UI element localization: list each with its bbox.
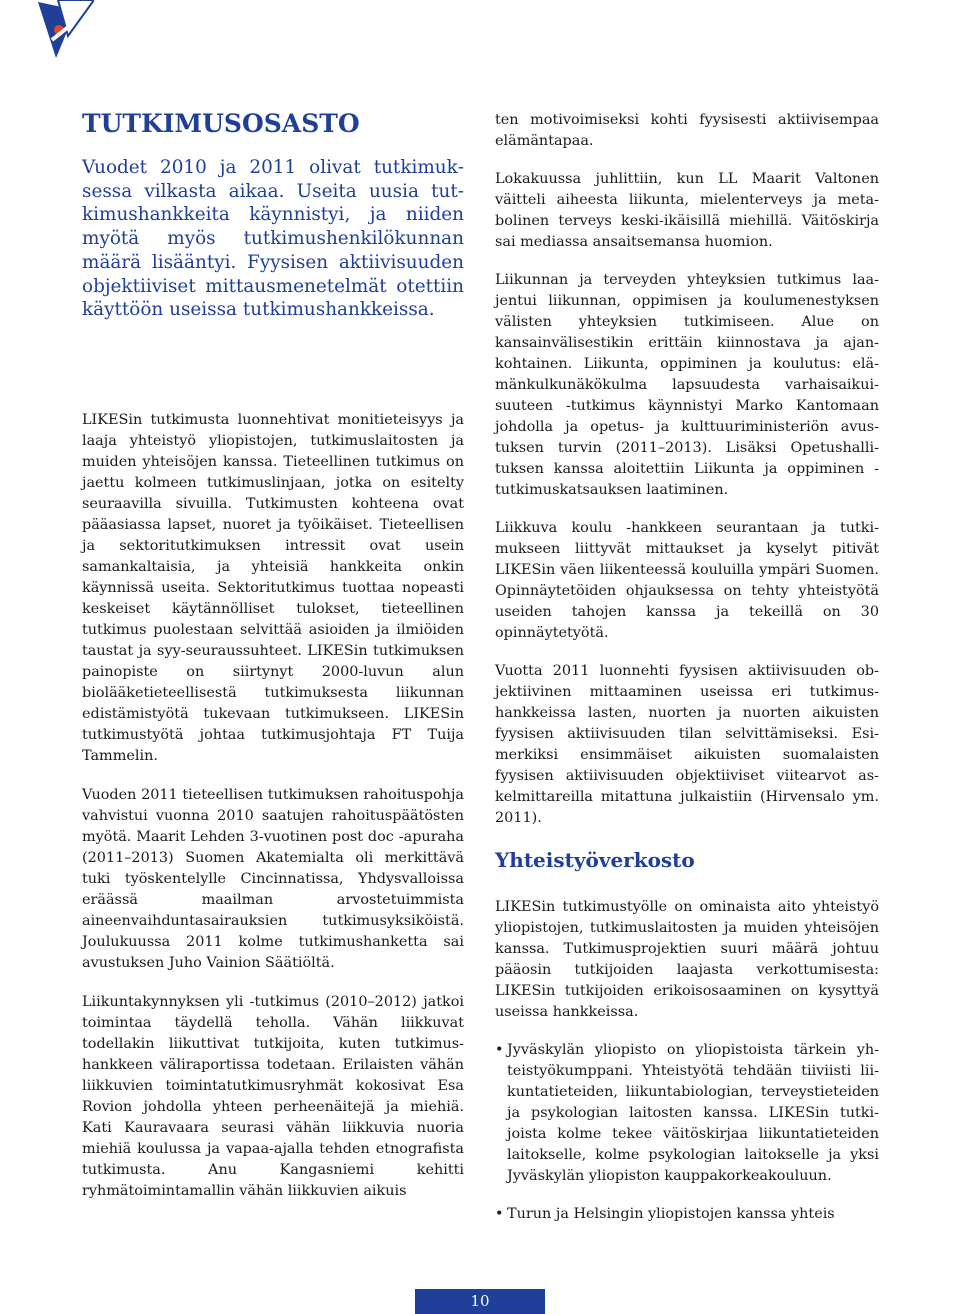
paragraph: Liikuntakynnyksen yli -tutkimus (2010–2012) jatkoi toimintaa täydellä teholla. Vähän liikkuvat todellakin liikuttivat tutkijoita, kuten tutkimushankkeen väliraportissa todetaan. Erilaisten vähän liikkuvien toimintatutkimusryhmät kokosivat Esa Rovion johdolla yhteen perheenäitejä ja miehiä. Kati Kauravaara seurasi vähän liikkuvia nuoria miehiä koulussa ja vapaa-ajalla tehden etnografista tutkimusta. Anu Kangasniemi kehitti ryhmätoimintamallin vähän liikkuvien aikuis xyxy=(82,994,464,1199)
paragraph: LIKESin tutkimustyölle on ominaista aito yhteistyö yliopistojen, tutkimuslaitosten ja muiden yhteisöjen kanssa. Tutkimusprojektien suuri määrä johtuu pääosin tutkijoiden laajasta verkottumisesta: LIKESin tutkijoiden erikoisosaaminen on kysyttyä useissa hankkeissa. xyxy=(495,899,879,1020)
paragraph: Liikkuva koulu -hankkeen seurantaan ja tutkimukseen liittyvät mittaukset ja kyselyt pitivät LIKESin väen liikenteessä kouluilla ympäri Suomen. Opinnäytetöiden ohjauksessa on tehty yhteistyötä useiden tahojen kanssa ja tekeillä on 30 opinnäytetyötä. xyxy=(495,520,879,641)
section-heading: Yhteistyöverkosto xyxy=(495,848,695,872)
list-item xyxy=(495,1204,879,1225)
page-number: 10 xyxy=(415,1289,545,1314)
paragraph: Liikunnan ja terveyden yhteyksien tutkimus laajentui liikunnan, oppimisen ja koulumenestyksen välisten yhteyksien tutkimiseen. Alue on kansainvälisestikin erittäin kiinnostava ja ajankohtainen. Liikunta, oppiminen ja koulutus: elämänkulkunäkökulma lapsuudesta varhaisaikuisuuteen -tutkimus käynnistyi Marko Kantomaan johdolla ja opetus- ja kulttuuriministeriön avustuksen turvin (2011–2013). Lisäksi Opetushallituksen kanssa aloitettiin Liikunta ja oppiminen -tutkimuskatsauksen laatiminen. xyxy=(495,272,879,498)
left-body xyxy=(82,410,464,1202)
intro-paragraph: Vuodet 2010 ja 2011 olivat tutkimuksessa vilkasta aikaa. Useita uusia tutkimushankkeita käynnistyi, ja niiden myötä myös tutkimushenkilökunnan määrä lisääntyi. Fyysisen aktiivisuuden objektiiviset mittausmenetelmät otettiin käyttöön useissa tutkimushankkeissa. xyxy=(82,157,464,321)
bullet-icon: • xyxy=(495,1042,504,1058)
right-body xyxy=(495,110,879,1242)
bullet-icon: • xyxy=(495,1206,504,1222)
paragraph: Lokakuussa juhlittiin, kun LL Maarit Valtonen väitteli aiheesta liikunta, mielenterveys ja metabolinen terveys keski-ikäisillä miehillä. Väitöskirja sai mediassa ansaitsemansa huomion. xyxy=(495,171,879,250)
paragraph: Vuotta 2011 luonnehti fyysisen aktiivisuuden objektiivinen mittaaminen useissa eri tutkimushankkeissa lasten, nuorten ja nuorten aikuisten fyysisen aktiivisuuden tilan selvittämiseksi. Esimerkiksi ensimmäiset aikuisten suomalaisten fyysisen aktiivisuuden objektiiviset viitearvot askelmittareilla mitattuna julkaistiin (Hirvensalo ym. 2011). xyxy=(495,663,879,826)
list-item-text: Turun ja Helsingin yliopistojen kanssa yhteis xyxy=(507,1206,835,1222)
paragraph: LIKESin tutkimusta luonnehtivat monitieteisyys ja laaja yhteistyö yliopistojen, tutkimuslaitosten ja muiden yhteisöjen kanssa. Tieteellinen tutkimus on jaettu kolmeen tutkimuslinjaan, jotka on esitelty seuraavilla sivuilla. Tutkimusten kohteena ovat pääasiassa lapset, nuoret ja työikäiset. Tieteellisen ja sektoritutkimuksen intressit ovat usein samankaltaisia, ja yhteisiä hankkeita onkin käynnissä useita. Sektoritutkimus tuottaa nopeasti keskeiset käytännölliset tulokset, tieteellinen tutkimus puolestaan selvittää asioiden ja ilmiöiden taustat ja syy-seuraussuhteet. LIKESin tutkimuksen painopiste on siirtynyt 2000-luvun alun biolääketieteellisestä tutkimuksesta liikunnan edistämistyötä tukevaan tutkimukseen. LIKESin tutkimustyötä johtaa tutkimusjohtaja FT Tuija Tammelin. xyxy=(82,412,464,764)
list-item-text: Jyväskylän yliopisto on yliopistoista tärkein yhteistyökumppani. Yhteistyötä tehdään tiiviisti liikuntatieteiden, liikuntabiologian, terveystieteiden ja psykologian laitosten kanssa. LIKESin tutkijoista kolme tekee väitöskirjaa liikuntatieteiden laitokselle, kolme psykologian laitokselle ja yksi Jyväskylän yliopiston kauppakorkeakouluun. xyxy=(507,1042,879,1184)
paragraph: Vuoden 2011 tieteellisen tutkimuksen rahoituspohja vahvistui vuonna 2010 saatujen rahoituspäätösten myötä. Maarit Lehden 3-vuotinen post doc -apuraha (2011–2013) Suomen Akatemialta oli merkittävä tuki työskentelylle Cincinnatissa, Yhdysvalloissa eräässä maailman arvostetuimmista aineenvaihduntasairauksien tutkimusyksiköistä. Joulukuussa 2011 kolme tutkimushanketta sai avustuksen Juho Vainion Säätiöltä. xyxy=(82,787,464,971)
paragraph: ten motivoimiseksi kohti fyysisesti aktiivisempaa elämäntapaa. xyxy=(495,112,879,149)
list-item xyxy=(495,1040,879,1187)
likes-logo-icon xyxy=(38,0,94,60)
page-title: TUTKIMUSOSASTO xyxy=(82,109,360,138)
